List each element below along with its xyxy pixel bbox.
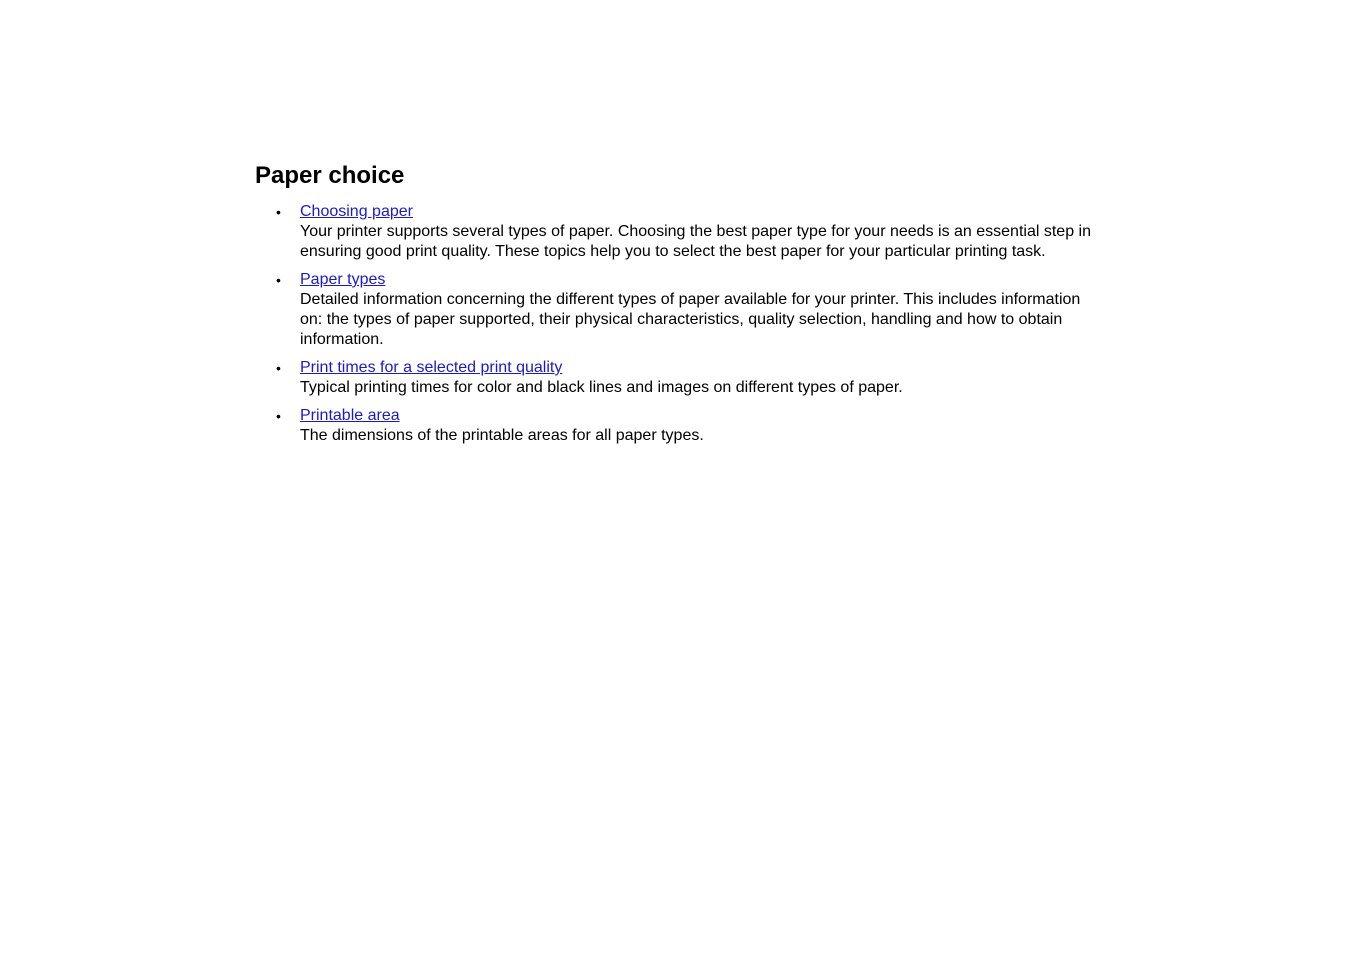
help-content xyxy=(255,160,1105,454)
print-times-link[interactable]: Print times for a selected print quality xyxy=(300,359,563,376)
bullet-icon: • xyxy=(276,360,281,376)
list-item-paper-types xyxy=(255,270,1105,350)
choosing-paper-link[interactable]: Choosing paper xyxy=(300,203,413,220)
paper-types-link[interactable]: Paper types xyxy=(300,271,386,288)
choosing-paper-description: Your printer supports several types of paper. Choosing the best paper type for your needs is an essential step in ensuring good print quality. These topics help you to select the best paper for your particular printing task. xyxy=(300,223,1091,260)
list-item-printable-area xyxy=(255,406,1105,446)
bullet-icon: • xyxy=(276,204,281,220)
print-times-description: Typical printing times for color and black lines and images on different types of paper. xyxy=(300,379,903,396)
list-item-choosing-paper xyxy=(255,202,1105,262)
printable-area-link[interactable]: Printable area xyxy=(300,407,400,424)
page-title: Paper choice xyxy=(255,162,405,189)
topic-list xyxy=(255,202,1105,446)
bullet-icon: • xyxy=(276,272,281,288)
list-item-print-times xyxy=(255,358,1105,398)
paper-types-description: Detailed information concerning the different types of paper available for your printer. This includes information on: the types of paper supported, their physical characteristics, quality selection, handling and how to obtain information. xyxy=(300,291,1081,348)
bullet-icon: • xyxy=(276,408,281,424)
printable-area-description: The dimensions of the printable areas for all paper types. xyxy=(300,427,704,444)
